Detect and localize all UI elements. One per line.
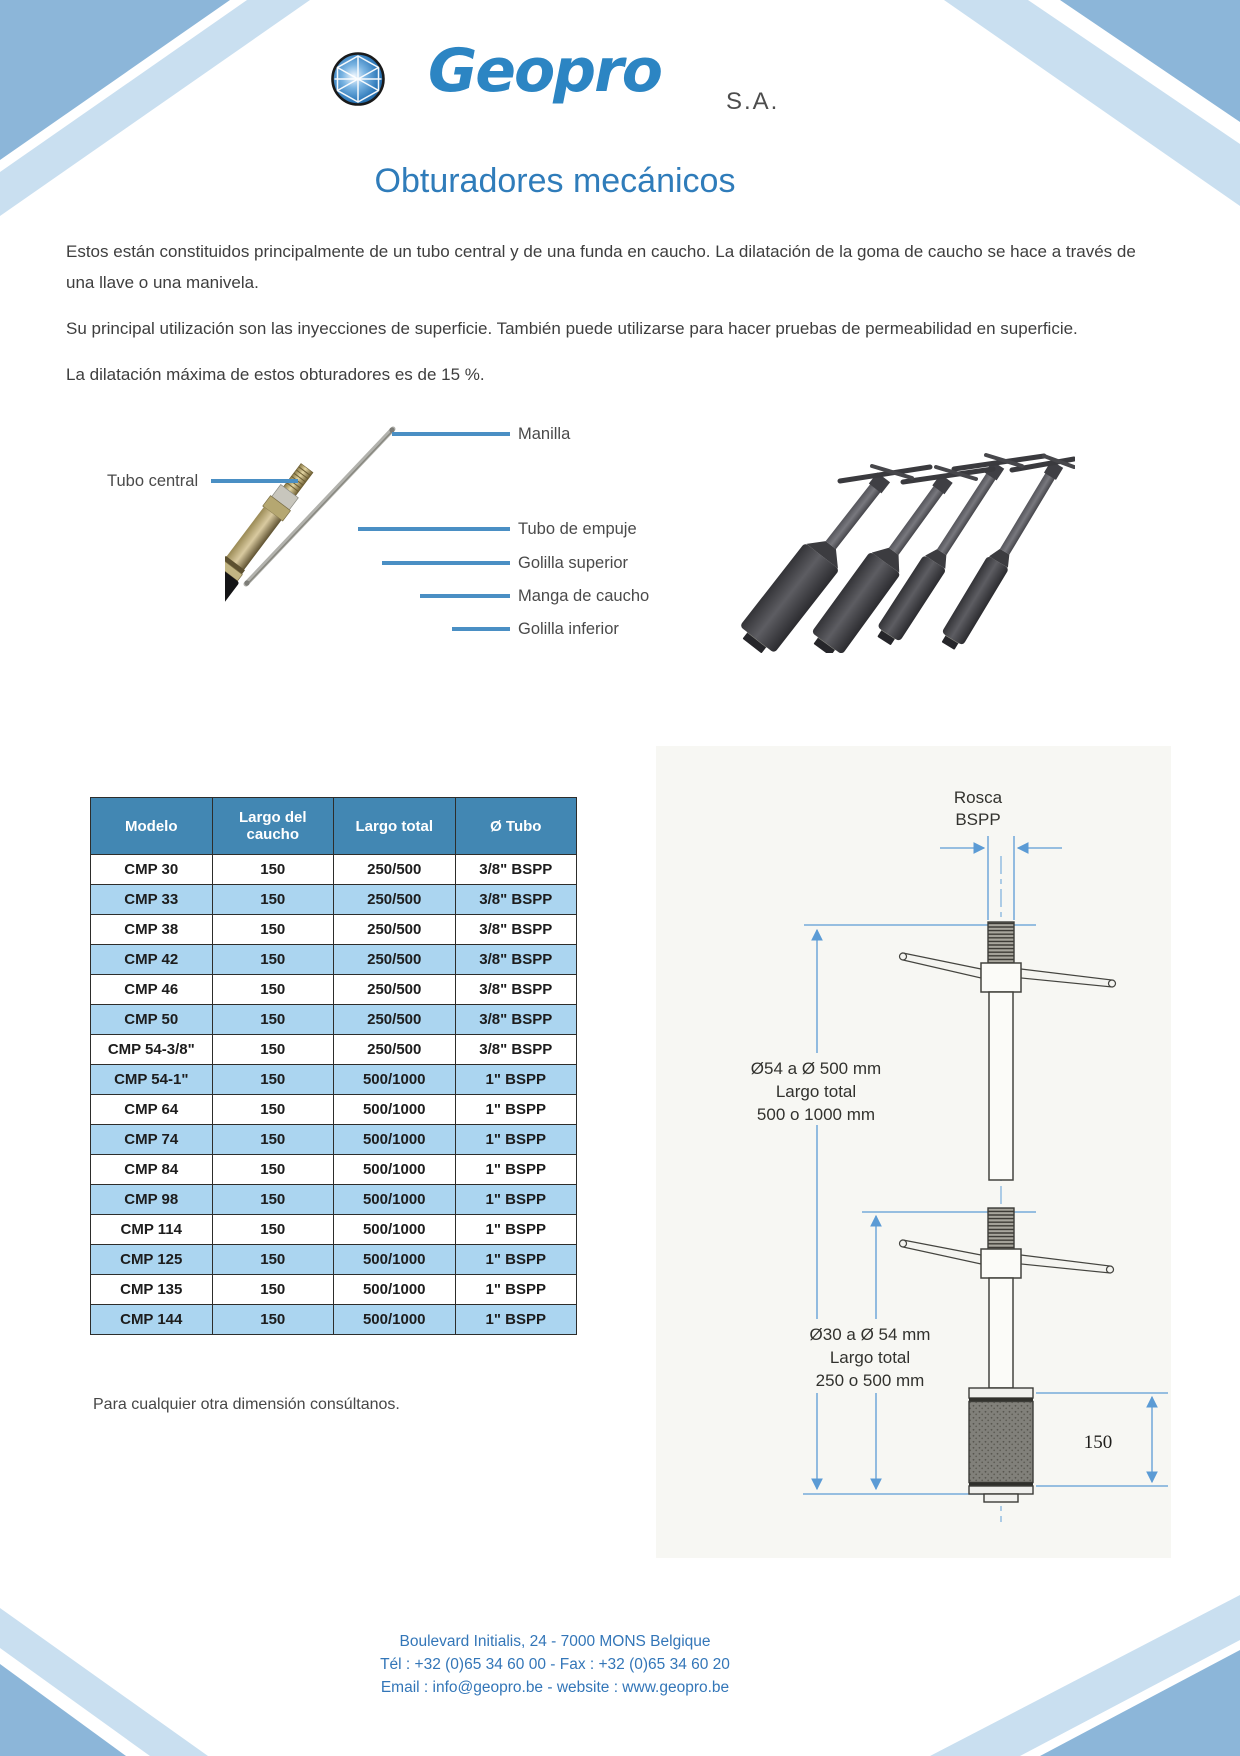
table-cell: CMP 98 <box>91 1185 213 1215</box>
table-cell: CMP 30 <box>91 855 213 885</box>
drawing-label-rosca-1: Rosca <box>953 788 1003 807</box>
table-row <box>91 1065 577 1095</box>
header-row <box>91 798 577 855</box>
table-cell: 250/500 <box>334 975 456 1005</box>
table-row <box>91 1005 577 1035</box>
table-cell: 150 <box>212 945 334 975</box>
label-golilla-inferior: Golilla inferior <box>518 620 619 638</box>
table-cell: CMP 54-3/8" <box>91 1035 213 1065</box>
table-row <box>91 1185 577 1215</box>
table-cell: CMP 125 <box>91 1245 213 1275</box>
table-row <box>91 945 577 975</box>
table-cell: CMP 42 <box>91 945 213 975</box>
table-row <box>91 915 577 945</box>
leader-golilla-inferior <box>452 627 510 631</box>
column-header: Ø Tubo <box>455 798 577 855</box>
table-cell: 250/500 <box>334 885 456 915</box>
table-cell: 1" BSPP <box>455 1065 577 1095</box>
table-cell: 3/8" BSPP <box>455 975 577 1005</box>
table-cell: CMP 38 <box>91 915 213 945</box>
dim-large-line-3: 500 o 1000 mm <box>756 1105 876 1124</box>
table-row <box>91 885 577 915</box>
table-cell: 500/1000 <box>334 1095 456 1125</box>
table-cell: 1" BSPP <box>455 1185 577 1215</box>
models-table <box>90 797 577 1335</box>
intro-paragraph-2: Su principal utilización son las inyecciones de superficie. También puede utilizarse para hacer pruebas de permeabilidad en superficie. <box>66 319 1078 338</box>
table-row <box>91 975 577 1005</box>
table-cell: 250/500 <box>334 855 456 885</box>
table-cell: 150 <box>212 885 334 915</box>
table-cell: 3/8" BSPP <box>455 855 577 885</box>
table-cell: 3/8" BSPP <box>455 885 577 915</box>
label-tubo-central: Tubo central <box>107 472 199 490</box>
table-cell: 150 <box>212 1005 334 1035</box>
table-cell: 3/8" BSPP <box>455 1005 577 1035</box>
footer-email-web: Email : info@geopro.be - website : www.geopro.be <box>380 1679 730 1696</box>
brand-name: Geopro <box>428 36 661 106</box>
table-cell: 150 <box>212 1155 334 1185</box>
table-row <box>91 1035 577 1065</box>
table-cell: CMP 135 <box>91 1275 213 1305</box>
table-row <box>91 1215 577 1245</box>
table-cell: 150 <box>212 1245 334 1275</box>
table-cell: 500/1000 <box>334 1215 456 1245</box>
table-cell: 150 <box>212 1125 334 1155</box>
table-cell: 500/1000 <box>334 1155 456 1185</box>
dim-small-line-1: Ø30 a Ø 54 mm <box>809 1325 931 1344</box>
table-cell: 250/500 <box>334 1035 456 1065</box>
table-row <box>91 1095 577 1125</box>
table-cell: 1" BSPP <box>455 1215 577 1245</box>
globe-icon <box>331 52 385 106</box>
technical-drawing <box>640 738 1185 1600</box>
intro-text <box>66 236 1146 405</box>
table-cell: 150 <box>212 1095 334 1125</box>
table-body <box>91 855 577 1335</box>
table-cell: CMP 46 <box>91 975 213 1005</box>
dim-large-line-2: Largo total <box>775 1082 857 1101</box>
footer-address: Boulevard Initialis, 24 - 7000 MONS Belgique <box>399 1633 711 1650</box>
packers-photo <box>720 438 1075 653</box>
footer <box>0 1630 1110 1699</box>
intro-paragraph-3: La dilatación máxima de estos obturadores es de 15 %. <box>66 365 485 384</box>
table-cell: CMP 33 <box>91 885 213 915</box>
table-cell: 3/8" BSPP <box>455 945 577 975</box>
table-cell: 150 <box>212 1275 334 1305</box>
page-title: Obturadores mecánicos <box>374 162 736 200</box>
leader-tubo-de-empuje <box>358 527 510 531</box>
table-row <box>91 1125 577 1155</box>
footer-phone-fax: Tél : +32 (0)65 34 60 00 - Fax : +32 (0)65 34 60 20 <box>380 1656 730 1673</box>
table-cell: 500/1000 <box>334 1065 456 1095</box>
table-cell: 150 <box>212 1035 334 1065</box>
leader-manilla <box>392 432 510 436</box>
table-cell: 150 <box>212 915 334 945</box>
brand-suffix: S.A. <box>726 88 780 115</box>
table-cell: 1" BSPP <box>455 1095 577 1125</box>
table-header <box>91 798 577 855</box>
table-cell: 500/1000 <box>334 1125 456 1155</box>
table-row <box>91 1275 577 1305</box>
table-row <box>91 1305 577 1335</box>
table-cell: 150 <box>212 1305 334 1335</box>
table-cell: 250/500 <box>334 945 456 975</box>
table-cell: 3/8" BSPP <box>455 1035 577 1065</box>
table-cell: 250/500 <box>334 1005 456 1035</box>
table-cell: CMP 114 <box>91 1215 213 1245</box>
table-cell: 500/1000 <box>334 1305 456 1335</box>
table-cell: 150 <box>212 975 334 1005</box>
label-tubo-de-empuje: Tubo de empuje <box>518 520 637 538</box>
label-golilla-superior: Golilla superior <box>518 554 629 572</box>
table-row <box>91 855 577 885</box>
table-cell: 3/8" BSPP <box>455 915 577 945</box>
label-manga-de-caucho: Manga de caucho <box>518 587 650 605</box>
table-cell: 150 <box>212 1065 334 1095</box>
table-cell: 150 <box>212 1185 334 1215</box>
dim-large-line-1: Ø54 a Ø 500 mm <box>750 1059 882 1078</box>
table-cell: CMP 64 <box>91 1095 213 1125</box>
table-cell: 500/1000 <box>334 1245 456 1275</box>
drawing-label-rosca-2: BSPP <box>955 810 1001 829</box>
table-cell: CMP 144 <box>91 1305 213 1335</box>
leader-manga-de-caucho <box>420 594 510 598</box>
table-cell: 500/1000 <box>334 1275 456 1305</box>
table-cell: 1" BSPP <box>455 1125 577 1155</box>
table-row <box>91 1245 577 1275</box>
table-cell: 150 <box>212 855 334 885</box>
intro-paragraph-1: Estos están constituidos principalmente de un tubo central y de una funda en caucho. La dilatación de la goma de caucho se hace a través de una llave o una manivela. <box>66 242 1136 292</box>
table-cell: CMP 54-1" <box>91 1065 213 1095</box>
table-cell: CMP 50 <box>91 1005 213 1035</box>
table-cell: 1" BSPP <box>455 1275 577 1305</box>
table-cell: 1" BSPP <box>455 1245 577 1275</box>
leader-tubo-central <box>211 479 298 483</box>
table-cell: 250/500 <box>334 915 456 945</box>
label-manilla: Manilla <box>518 425 571 443</box>
column-header: Modelo <box>91 798 213 855</box>
column-header: Largo total <box>334 798 456 855</box>
table-cell: 500/1000 <box>334 1185 456 1215</box>
table-note: Para cualquier otra dimensión consúltanos. <box>93 1396 400 1413</box>
table-cell: CMP 74 <box>91 1125 213 1155</box>
dim-small-line-3: 250 o 500 mm <box>815 1371 925 1390</box>
column-header: Largo del caucho <box>212 798 334 855</box>
table-row <box>91 1155 577 1185</box>
table-cell: 1" BSPP <box>455 1155 577 1185</box>
dim-small-line-2: Largo total <box>829 1348 911 1367</box>
table-cell: 150 <box>212 1215 334 1245</box>
sleeve-length-dim: 150 <box>1083 1432 1113 1453</box>
table-cell: CMP 84 <box>91 1155 213 1185</box>
table-cell: 1" BSPP <box>455 1305 577 1335</box>
leader-golilla-superior <box>382 561 510 565</box>
